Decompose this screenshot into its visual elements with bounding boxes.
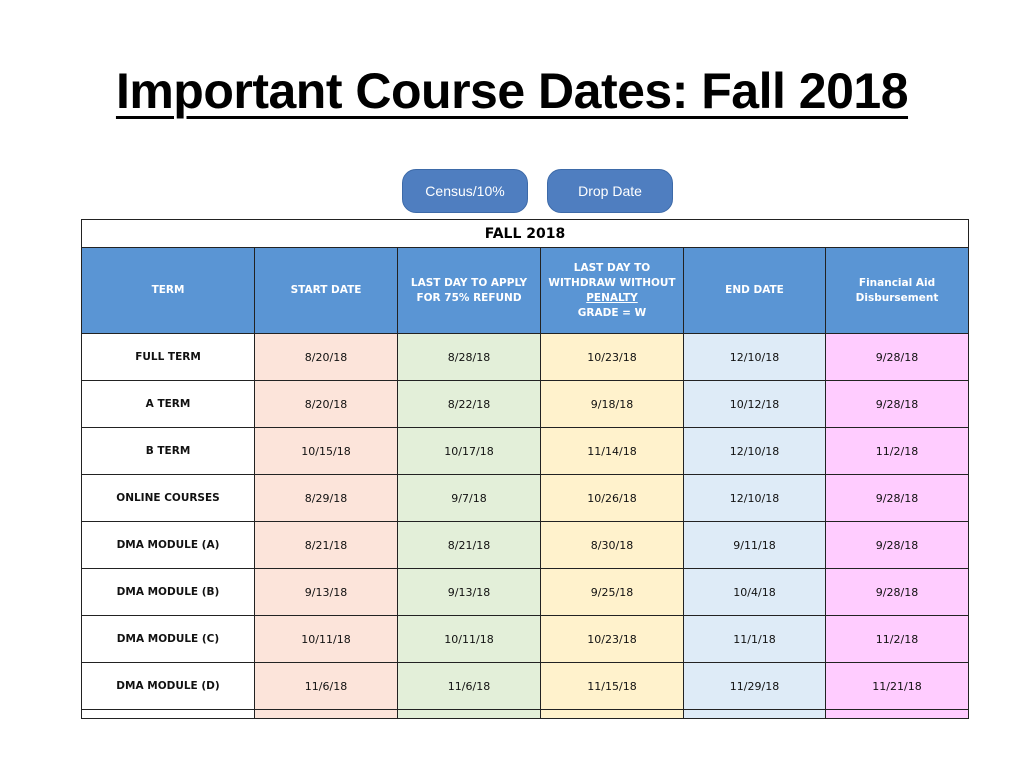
cell-refund-date: 8/21/18 — [398, 522, 541, 569]
cell-start-date: 8/20/18 — [255, 381, 398, 428]
cell-aid-date: 11/21/18 — [826, 663, 969, 710]
cell-end-date: 11/29/18 — [684, 663, 826, 710]
cell-withdraw-date: 10/26/18 — [541, 475, 684, 522]
cell-aid-date: 9/28/18 — [826, 522, 969, 569]
header-term: TERM — [82, 248, 255, 334]
table-row — [82, 475, 969, 522]
cell-refund-date: 8/22/18 — [398, 381, 541, 428]
header-financial-aid: Financial Aid Disbursement — [826, 248, 969, 334]
cell-end-date: 10/4/18 — [684, 569, 826, 616]
cell-start-date: 10/15/18 — [255, 428, 398, 475]
table-row — [82, 569, 969, 616]
header-refund: LAST DAY TO APPLY FOR 75% REFUND — [398, 248, 541, 334]
table-caption-row — [82, 220, 969, 248]
cell-term: DMA MODULE (D) — [82, 663, 255, 710]
table-row — [82, 663, 969, 710]
header-end-date: END DATE — [684, 248, 826, 334]
cell-aid-date: 9/28/18 — [826, 334, 969, 381]
table-tail-row — [82, 710, 969, 719]
cell-withdraw-date: 10/23/18 — [541, 616, 684, 663]
cell-term: B TERM — [82, 428, 255, 475]
census-button[interactable]: Census/10% — [402, 169, 528, 213]
cell-withdraw-date: 11/14/18 — [541, 428, 684, 475]
cell-withdraw-date: 9/25/18 — [541, 569, 684, 616]
cell-start-date: 10/11/18 — [255, 616, 398, 663]
cell-refund-date: 9/13/18 — [398, 569, 541, 616]
table-caption: FALL 2018 — [82, 220, 969, 248]
cell-aid-date: 9/28/18 — [826, 569, 969, 616]
cell-aid-date: 11/2/18 — [826, 616, 969, 663]
tail-cell — [255, 710, 398, 719]
cell-start-date: 8/29/18 — [255, 475, 398, 522]
header-withdraw-grade: GRADE = W — [577, 306, 647, 319]
cell-end-date: 11/1/18 — [684, 616, 826, 663]
header-start-date: START DATE — [255, 248, 398, 334]
header-withdraw-line1: LAST DAY TO WITHDRAW WITHOUT — [548, 261, 676, 289]
cell-term: FULL TERM — [82, 334, 255, 381]
cell-term: ONLINE COURSES — [82, 475, 255, 522]
cell-aid-date: 9/28/18 — [826, 475, 969, 522]
cell-withdraw-date: 8/30/18 — [541, 522, 684, 569]
table-header-row — [82, 248, 969, 334]
cell-refund-date: 9/7/18 — [398, 475, 541, 522]
tail-cell — [541, 710, 684, 719]
cell-withdraw-date: 10/23/18 — [541, 334, 684, 381]
cell-refund-date: 8/28/18 — [398, 334, 541, 381]
cell-end-date: 12/10/18 — [684, 475, 826, 522]
cell-term: DMA MODULE (A) — [82, 522, 255, 569]
cell-refund-date: 10/11/18 — [398, 616, 541, 663]
cell-term: A TERM — [82, 381, 255, 428]
cell-aid-date: 9/28/18 — [826, 381, 969, 428]
table-row — [82, 381, 969, 428]
cell-end-date: 10/12/18 — [684, 381, 826, 428]
cell-term: DMA MODULE (B) — [82, 569, 255, 616]
tail-cell — [82, 710, 255, 719]
tail-cell — [684, 710, 826, 719]
table-row — [82, 428, 969, 475]
cell-start-date: 8/21/18 — [255, 522, 398, 569]
cell-withdraw-date: 11/15/18 — [541, 663, 684, 710]
cell-withdraw-date: 9/18/18 — [541, 381, 684, 428]
cell-term: DMA MODULE (C) — [82, 616, 255, 663]
cell-start-date: 9/13/18 — [255, 569, 398, 616]
header-withdraw-penalty: PENALTY — [586, 291, 638, 304]
table-row — [82, 616, 969, 663]
tail-cell — [826, 710, 969, 719]
table-body — [82, 334, 969, 719]
cell-end-date: 12/10/18 — [684, 428, 826, 475]
cell-start-date: 8/20/18 — [255, 334, 398, 381]
table-row — [82, 334, 969, 381]
page-title — [0, 62, 1024, 120]
header-withdraw — [541, 248, 684, 334]
cell-refund-date: 10/17/18 — [398, 428, 541, 475]
cell-start-date: 11/6/18 — [255, 663, 398, 710]
cell-aid-date: 11/2/18 — [826, 428, 969, 475]
course-dates-table — [81, 219, 969, 719]
cell-refund-date: 11/6/18 — [398, 663, 541, 710]
table-row — [82, 522, 969, 569]
cell-end-date: 9/11/18 — [684, 522, 826, 569]
tail-cell — [398, 710, 541, 719]
drop-date-button[interactable]: Drop Date — [547, 169, 673, 213]
page-title-text: Important Course Dates: Fall 2018 — [115, 63, 909, 119]
cell-end-date: 12/10/18 — [684, 334, 826, 381]
